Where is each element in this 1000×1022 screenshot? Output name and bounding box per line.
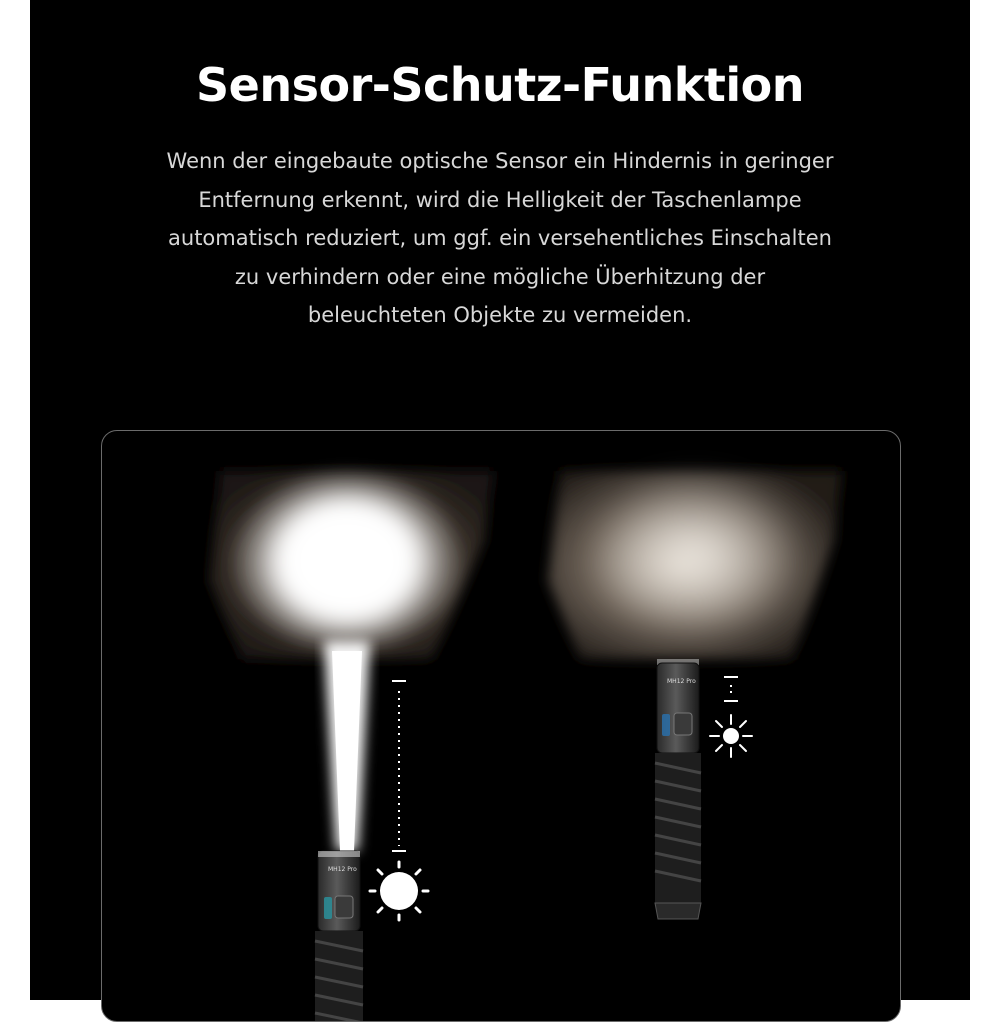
description-line: beleuchteten Objekte zu vermeiden. bbox=[307, 303, 693, 327]
description-paragraph bbox=[90, 142, 910, 335]
model-label: MH12 Pro bbox=[328, 866, 357, 873]
model-label: MH12 Pro bbox=[667, 678, 696, 685]
description-line: zu verhindern oder eine mögliche Überhitzung der bbox=[234, 264, 766, 289]
sensor-demo-illustration bbox=[101, 430, 901, 1022]
description-line: Wenn der eingebaute optische Sensor ein Hindernis in geringer bbox=[166, 149, 834, 173]
distance-indicator-short bbox=[724, 677, 738, 701]
illustration-canvas bbox=[102, 431, 900, 1021]
dim-sun-icon bbox=[710, 715, 752, 757]
light-hotspot bbox=[584, 471, 804, 641]
page-title: Sensor-Schutz-Funktion bbox=[196, 58, 804, 112]
left-scene-high-brightness bbox=[210, 466, 494, 1021]
flashlight-left bbox=[315, 851, 363, 1021]
flashlight-right bbox=[655, 659, 701, 919]
right-scene-low-brightness bbox=[548, 471, 842, 919]
description-line: Entfernung erkennt, wird die Helligkeit der Taschenlampe bbox=[198, 187, 802, 212]
description-line: automatisch reduziert, um ggf. ein versehentliches Einschalten bbox=[168, 226, 832, 250]
distance-indicator-long bbox=[392, 681, 406, 851]
bright-sun-icon bbox=[370, 862, 428, 920]
